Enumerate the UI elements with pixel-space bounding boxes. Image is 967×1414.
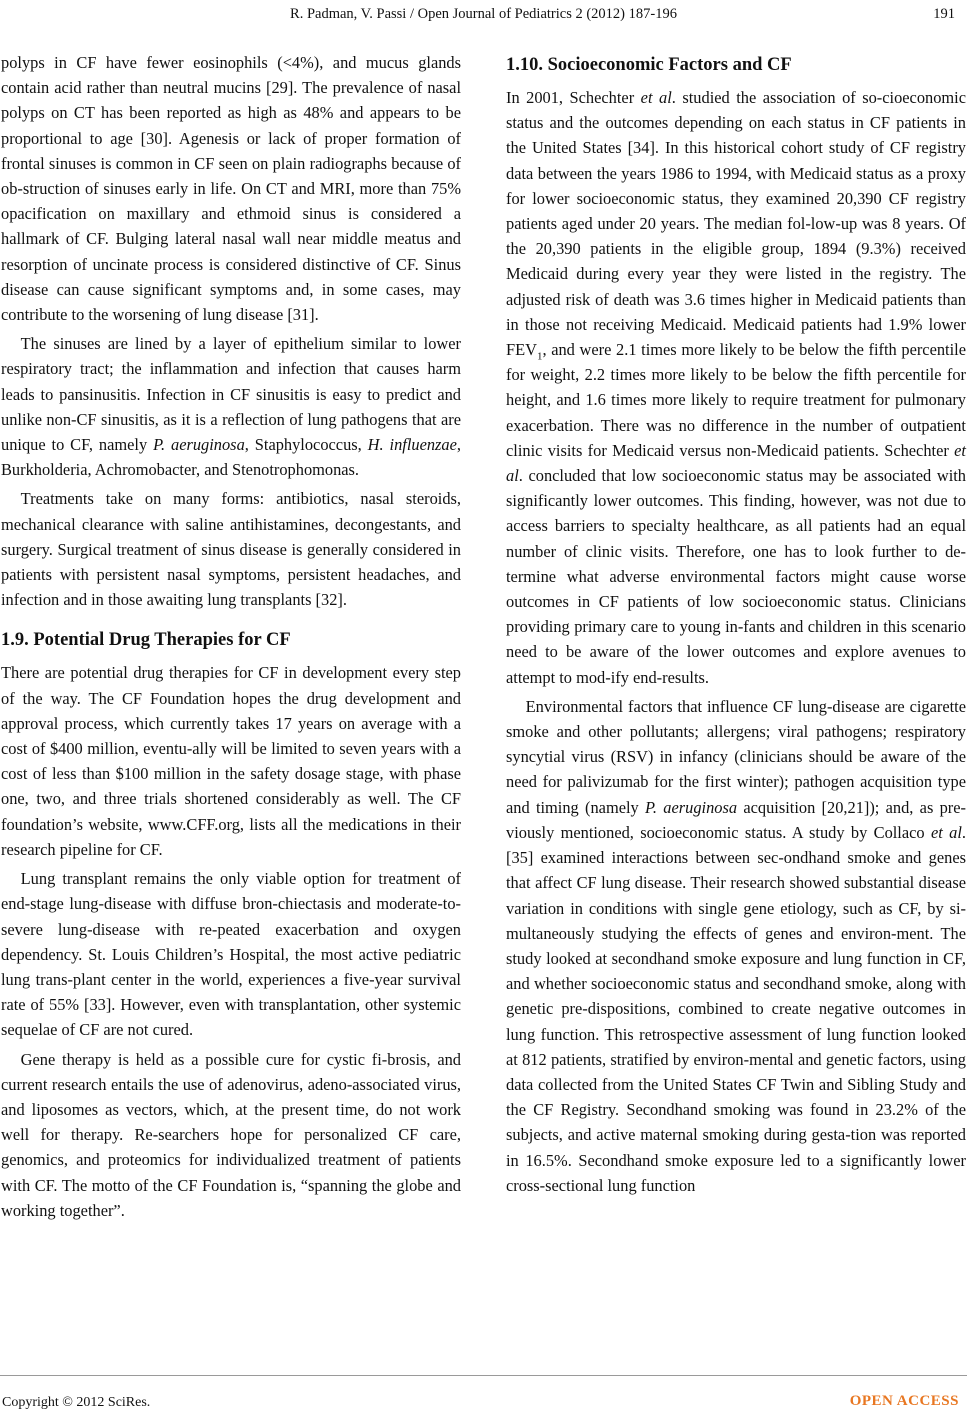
italic-etal: et al xyxy=(930,822,962,842)
open-access-label: OPEN ACCESS xyxy=(849,1393,959,1409)
italic-species: H. influenzae xyxy=(367,435,457,455)
paragraph: polyps in CF have fewer eosinophils (<4%), and mucus glands contain acid rather than neutral mucins [29]. The prevalence of nasal polyps on CT has been reported as high as 48% and appears to be proportional to age [30]. Agenesis or lack of proper formation of frontal sinuses is common in CF seen on plain radiographs because of ob-struction of sinuses early in life. On CT and MRI, more than 75% opacification on maxillary and ethmoid sinus is considered a hallmark of CF. Bulging lateral nasal wall near middle meatus and resorption of uncinate process is considered distinctive of CF. Sinus disease can cause significant symptoms and, in some cases, may contribute to the worsening of lung disease [31]. xyxy=(1,53,461,325)
paragraph: Gene therapy is held as a possible cure for cystic fi-brosis, and current research entails the use of adenovirus, adeno-associated virus, and liposomes as vectors, which, at the present time, do not work well for therapy. Re-searchers hope for personalized CF care, genomics, and proteomics for individualized treatment of patients with CF. The motto of the CF Foundation is, “spanning the globe and working together”. xyxy=(1,1049,461,1220)
section-heading: 1.9. Potential Drug Therapies for CF xyxy=(1,630,291,651)
italic-etal: et al xyxy=(506,440,966,486)
italic-etal: et al xyxy=(640,88,672,107)
paragraph: Treatments take on many forms: antibiotics, nasal steroids, mechanical clearance with saline antihistamines, decongestants, and surgery. Surgical treatment of sinus disease is generally considered in patients with persistent nasal symptoms, persistent headaches, and infection and in those awaiting lung transplants [32]. xyxy=(1,489,461,610)
running-header xyxy=(0,6,967,26)
paragraph: Environmental factors that influence CF lung-disease are cigarette smoke and other pollutants; allergens; viral pathogens; respiratory syncytial virus (RSV) in infancy (clinicians should be aware of the need for palivizumab for the first winter); pathogen acquisition type and timing (namely P. aeruginosa acquisition [20,21]); and, as pre-viously mentioned, socioeconomic status. A study by Collaco et al. [35] examined interactions between sec-ondhand smoke and genes that affect CF lung disease. Their research showed substantial disease variation in conditions with single gene etiology, such as CF, by si-multaneously studying the effects of genes and environ-ment. The study looked at secondhand smoke exposure and lung function in CF, and whether socioeconomic status and secondhand smoke, along with genetic pre-dispositions, combined to create negative outcomes in lung function. This retrospective assessment of lung function looked at 812 patients, stratified by environ-mental and genetic factors, using data collected from the United States CF Twin and Sibling Study and the CF Registry. Secondhand smoking was found in 23.2% of the subjects, and active maternal smoking during gesta-tion was reported in 16.5%. Secondhand smoke exposure led to a significantly lower cross-sectional lung function xyxy=(506,696,966,1195)
paragraph: The sinuses are lined by a layer of epithelium similar to lower respiratory tract; the inflammation and infection that causes harm leads to pansinusitis. Infection in CF sinusitis is easy to predict and unlike non-CF sinusitis, as it is a reflection of lung pathogens that are unique to CF, namely P. aeruginosa, Staphylococcus, H. influenzae, Burkholderia, Achromobacter, and Stenotrophomonas. xyxy=(1,334,462,480)
section-heading: 1.10. Socioeconomic Factors and CF xyxy=(506,55,792,75)
left-column xyxy=(1,50,461,1223)
paragraph: There are potential drug therapies for CF in development every step of the way. The CF Foundation hopes the drug development and approval process, which currently takes 17 years on average with a cost of $400 million, eventu-ally will be limited to seven years with a cost of less than $100 million in the safety dosage stage, with phase one, two, and three trials shortened considerably as well. The CF foundation’s website, www.CFF.org, lists all the medications in their research pipeline for CF. xyxy=(1,663,461,859)
paragraph: Lung transplant remains the only viable option for treatment of end-stage lung-disease with diffuse bron-chiectasis and moderate-to-severe lung-disease with re-peated exacerbation and oxygen dependency. St. Louis Children’s Hospital, the most active pediatric lung trans-plant center in the world, experiences a five-year survival rate of 55% [33]. However, even with transplantation, other systemic sequelae of CF are not cured. xyxy=(1,869,461,1040)
subscript: 1 xyxy=(536,350,543,363)
running-title: R. Padman, V. Passi / Open Journal of Pediatrics 2 (2012) 187-196 xyxy=(290,6,677,22)
italic-species: P. aeruginosa xyxy=(153,435,245,455)
footer-divider xyxy=(0,1375,967,1376)
page-number: 191 xyxy=(933,6,955,22)
italic-species: P. aeruginosa xyxy=(645,797,738,817)
copyright-notice: Copyright © 2012 SciRes. xyxy=(2,1395,151,1410)
paragraph: In 2001, Schechter et al. studied the association of so-cioeconomic status and the outcomes depending on each status in CF patients in the United States [34]. In this historical cohort study of CF registry data between the years 1986 to 1994, with Medicaid status as a proxy for lower socioeconomic status, they examined 20,390 CF registry patients aged under 20 years. The median fol-low-up was 8 years. Of the 20,390 patients in the eligible group, 1894 (9.3%) received Medicaid during every year they were listed in the registry. The adjusted risk of death was 3.6 times higher in Medicaid patients than in those not receiving Medicaid. Medicaid patients had 1.9% lower $FEV_1$, and were 2.1 times more likely to be below the fifth percentile for weight, 2.2 times more likely to be below the fifth percentile for height, and 1.6 times more likely to require treatment for pulmonary exacerbation. There was no difference in the number of outpatient clinic visits for Medicaid versus non-Medicaid patients. Schechter et al. concluded that low socioeconomic status may be associated with significantly lower outcomes. This finding, however, was not due to access barriers to specialty healthcare, as all patients had an equal number of clinic visits. Therefore, one has to look further to de-termine what adverse environmental factors might cause worse outcomes in CF patients of low socioeconomic status. Clinicians providing primary care to young in-fants and children in this scenario need to be aware of the lower outcomes and explore avenues to attempt to mod-ify end-results. xyxy=(506,88,966,687)
right-column xyxy=(506,50,966,1198)
